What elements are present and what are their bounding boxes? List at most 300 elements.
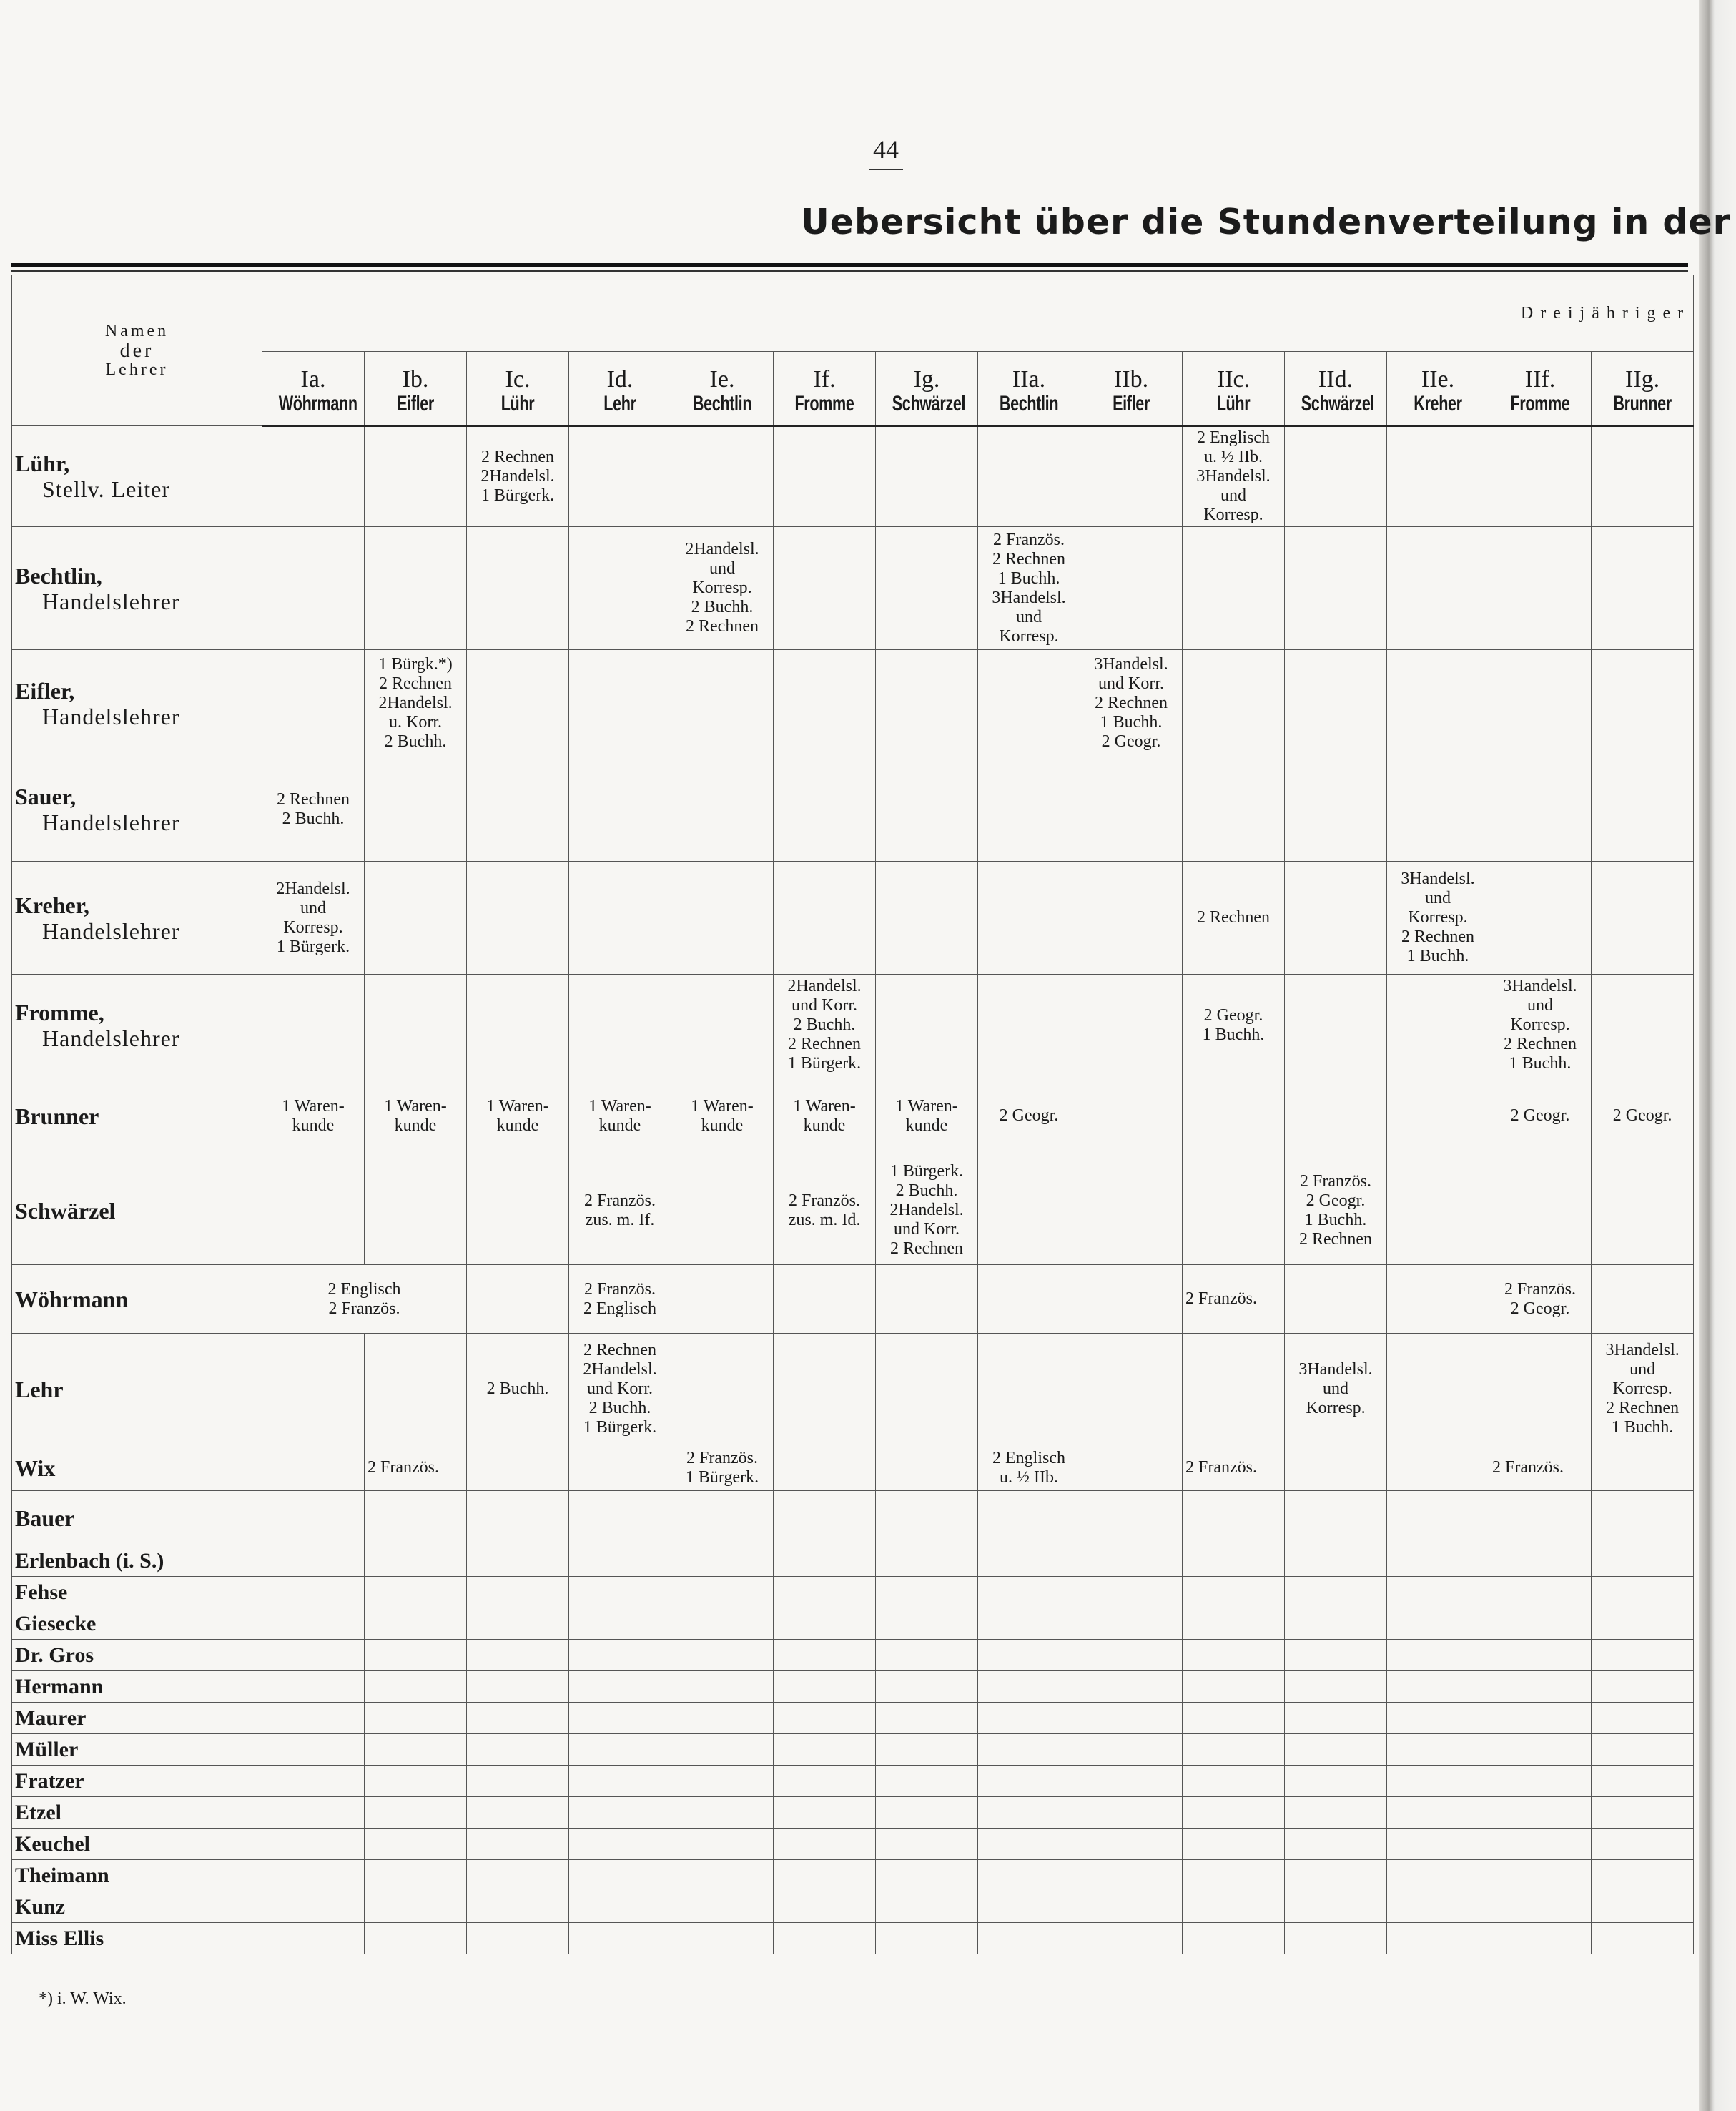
- schedule-cell: [978, 1640, 1080, 1671]
- schedule-cell: [262, 527, 365, 650]
- schedule-cell: 2 Geogr.: [978, 1076, 1080, 1156]
- names-header: Namen der Lehrer: [12, 275, 262, 426]
- schedule-cell: [671, 1640, 774, 1671]
- schedule-cell: [1592, 1923, 1694, 1954]
- teacher-row: [12, 862, 1694, 975]
- schedule-cell: [1489, 1797, 1592, 1829]
- schedule-cell: [1592, 975, 1694, 1076]
- schedule-cell: [1592, 1891, 1694, 1923]
- schedule-cell: [1080, 1265, 1183, 1334]
- schedule-cell: 2 Rechnen: [1183, 862, 1285, 975]
- schedule-cell: [1080, 1671, 1183, 1703]
- schedule-cell: [1080, 1860, 1183, 1891]
- schedule-cell: [671, 1577, 774, 1608]
- schedule-cell: [1183, 1334, 1285, 1445]
- schedule-cell: [774, 650, 876, 757]
- schedule-cell: [569, 1640, 671, 1671]
- schedule-cell: [671, 1703, 774, 1734]
- class-label: IIc.: [1216, 365, 1251, 393]
- class-teacher: Bechtlin: [999, 391, 1059, 415]
- teacher-row: [12, 1797, 1694, 1829]
- schedule-cell: [1285, 1923, 1387, 1954]
- schedule-cell: [1183, 1156, 1285, 1265]
- schedule-cell: [467, 1265, 569, 1334]
- schedule-cell: [978, 1766, 1080, 1797]
- schedule-cell: [774, 1766, 876, 1797]
- schedule-cell: [876, 1334, 978, 1445]
- class-label: Ib.: [402, 365, 429, 393]
- schedule-cell: [671, 757, 774, 862]
- schedule-cell: [365, 1608, 467, 1640]
- schedule-cell: [467, 1891, 569, 1923]
- schedule-cell: [671, 1156, 774, 1265]
- column-header: [1183, 352, 1285, 426]
- teacher-name-cell: [12, 1734, 262, 1766]
- schedule-cell: [467, 1734, 569, 1766]
- schedule-cell: [365, 527, 467, 650]
- schedule-cell: 2 Rechnen 2 Buchh.: [262, 757, 365, 862]
- schedule-cell: [1387, 1445, 1489, 1491]
- schedule-cell: [365, 1703, 467, 1734]
- schedule-cell: [671, 1766, 774, 1797]
- schedule-cell: 2 Rechnen 2Handelsl. und Korr. 2 Buchh. 1 Bürgerk.: [569, 1334, 671, 1445]
- teacher-name-cell: [12, 1703, 262, 1734]
- schedule-cell: [1285, 1671, 1387, 1703]
- schedule-cell: [262, 1640, 365, 1671]
- column-header: [262, 352, 365, 426]
- schedule-cell: [1387, 1671, 1489, 1703]
- schedule-cell: [365, 1891, 467, 1923]
- schedule-cell: [1080, 1703, 1183, 1734]
- schedule-cell: 2 Französ.: [1183, 1265, 1285, 1334]
- schedule-cell: [569, 1671, 671, 1703]
- column-header: [876, 352, 978, 426]
- schedule-cell: [671, 1491, 774, 1545]
- schedule-cell: [467, 975, 569, 1076]
- schedule-cell: [365, 1797, 467, 1829]
- schedule-cell: [774, 1545, 876, 1577]
- schedule-cell: [569, 426, 671, 527]
- teacher-role: Handelslehrer: [42, 917, 180, 944]
- schedule-cell: [671, 650, 774, 757]
- teacher-name-cell: [12, 527, 262, 650]
- schedule-cell: [1080, 1577, 1183, 1608]
- schedule-cell: [876, 527, 978, 650]
- class-label: Ia.: [300, 365, 326, 393]
- schedule-cell: [774, 1608, 876, 1640]
- schedule-cell: [1285, 1766, 1387, 1797]
- teacher-name: Bechtlin,: [15, 562, 102, 589]
- teacher-name-cell: [12, 1640, 262, 1671]
- class-label: IId.: [1318, 365, 1353, 393]
- schedule-cell: [774, 1445, 876, 1491]
- class-label: Id.: [606, 365, 633, 393]
- schedule-cell: [365, 1766, 467, 1797]
- schedule-cell: [1387, 1608, 1489, 1640]
- schedule-cell: [671, 1608, 774, 1640]
- schedule-cell: [876, 650, 978, 757]
- teacher-row: [12, 1640, 1694, 1671]
- page-number: 44: [869, 134, 903, 170]
- class-teacher: Lühr: [500, 391, 535, 415]
- schedule-cell: 2 Buchh.: [467, 1334, 569, 1445]
- schedule-cell: [1387, 1923, 1489, 1954]
- teacher-row: [12, 1545, 1694, 1577]
- teacher-name-cell: [12, 1860, 262, 1891]
- schedule-cell: [876, 1265, 978, 1334]
- schedule-cell: [978, 1923, 1080, 1954]
- schedule-cell: [1183, 650, 1285, 757]
- schedule-cell: [365, 1156, 467, 1265]
- schedule-cell: [1387, 1640, 1489, 1671]
- teacher-role: Handelslehrer: [42, 1025, 180, 1051]
- schedule-cell: [262, 975, 365, 1076]
- schedule-cell: 1 Bürgk.*) 2 Rechnen 2Handelsl. u. Korr. 2 Buchh.: [365, 650, 467, 757]
- schedule-cell: [1285, 1797, 1387, 1829]
- schedule-cell: [1489, 862, 1592, 975]
- schedule-cell: [1183, 1829, 1285, 1860]
- schedule-cell: [1285, 757, 1387, 862]
- schedule-cell: [1080, 1491, 1183, 1545]
- schedule-cell: [262, 1703, 365, 1734]
- schedule-cell: [1183, 1797, 1285, 1829]
- teacher-name: Giesecke: [15, 1611, 97, 1635]
- schedule-cell: [1285, 1640, 1387, 1671]
- schedule-cell: [262, 1445, 365, 1491]
- schedule-cell: [1489, 1491, 1592, 1545]
- teacher-name: Fratzer: [15, 1768, 84, 1793]
- schedule-cell: [262, 1829, 365, 1860]
- schedule-cell: [569, 1734, 671, 1766]
- teacher-name-cell: [12, 1829, 262, 1860]
- schedule-cell: [1387, 1577, 1489, 1608]
- schedule-cell: [1285, 1491, 1387, 1545]
- schedule-cell: [774, 1334, 876, 1445]
- schedule-cell: [1387, 426, 1489, 527]
- schedule-cell: [1285, 1545, 1387, 1577]
- schedule-cell: [978, 1491, 1080, 1545]
- schedule-cell: [569, 1923, 671, 1954]
- teacher-name: Lühr,: [15, 451, 70, 476]
- schedule-cell: [1285, 1076, 1387, 1156]
- schedule-cell: [1387, 1334, 1489, 1445]
- schedule-cell: [1592, 1671, 1694, 1703]
- schedule-cell: [262, 1671, 365, 1703]
- schedule-cell: 1 Bürgerk. 2 Buchh. 2Handelsl. und Korr. 2 Rechnen: [876, 1156, 978, 1265]
- schedule-cell: [978, 1334, 1080, 1445]
- schedule-cell: [1285, 862, 1387, 975]
- schedule-cell: [1183, 1577, 1285, 1608]
- schedule-cell: [1080, 527, 1183, 650]
- schedule-cell: [1592, 1156, 1694, 1265]
- schedule-cell: [876, 1703, 978, 1734]
- class-label: Ie.: [709, 365, 735, 393]
- footnote: *) i. W. Wix.: [39, 1989, 127, 2008]
- schedule-cell: [262, 1334, 365, 1445]
- teacher-row: [12, 1076, 1694, 1156]
- teacher-name-cell: [12, 1265, 262, 1334]
- schedule-cell: 2Handelsl. und Korr. 2 Buchh. 2 Rechnen 1 Bürgerk.: [774, 975, 876, 1076]
- schedule-cell: [1387, 650, 1489, 757]
- schedule-cell: [774, 757, 876, 862]
- schedule-cell: 1 Waren- kunde: [671, 1076, 774, 1156]
- schedule-cell: [262, 426, 365, 527]
- schedule-cell: [1080, 1076, 1183, 1156]
- schedule-cell: [365, 1491, 467, 1545]
- schedule-cell: [876, 975, 978, 1076]
- schedule-cell: [671, 1671, 774, 1703]
- schedule-cell: [569, 1797, 671, 1829]
- teacher-name-cell: [12, 757, 262, 862]
- schedule-cell: [467, 1923, 569, 1954]
- schedule-cell: [1489, 527, 1592, 650]
- schedule-cell: [671, 975, 774, 1076]
- schedule-cell: [1183, 1491, 1285, 1545]
- schedule-cell-span: 2 Englisch 2 Französ.: [262, 1265, 467, 1334]
- schedule-cell: [1489, 1860, 1592, 1891]
- schedule-cell: [1489, 426, 1592, 527]
- schedule-cell: [365, 1734, 467, 1766]
- schedule-cell: 2 Französ. 2 Geogr. 1 Buchh. 2 Rechnen: [1285, 1156, 1387, 1265]
- schedule-cell: [978, 862, 1080, 975]
- teacher-row: [12, 1766, 1694, 1797]
- schedule-cell: [774, 426, 876, 527]
- teacher-name: Dr. Gros: [15, 1643, 94, 1667]
- teacher-name-cell: [12, 1076, 262, 1156]
- teacher-name: Schwärzel: [15, 1197, 116, 1224]
- schedule-cell: [467, 1766, 569, 1797]
- schedule-cell: 3Handelsl. und Korresp. 2 Rechnen 1 Buchh.: [1387, 862, 1489, 975]
- schedule-cell: [467, 527, 569, 650]
- schedule-cell: [569, 1829, 671, 1860]
- schedule-cell: [1489, 1156, 1592, 1265]
- schedule-cell: [262, 1734, 365, 1766]
- teacher-row: [12, 1608, 1694, 1640]
- class-teacher: Fromme: [1510, 391, 1570, 415]
- schedule-cell: 2 Französ.: [1489, 1445, 1592, 1491]
- schedule-cell: [467, 862, 569, 975]
- schedule-cell: [774, 1671, 876, 1703]
- schedule-cell: [467, 1608, 569, 1640]
- schedule-cell: [978, 1577, 1080, 1608]
- teacher-name: Bauer: [15, 1505, 75, 1531]
- schedule-cell: 2 Französ.: [365, 1445, 467, 1491]
- teacher-name: Wix: [15, 1455, 56, 1481]
- column-header: [1592, 352, 1694, 426]
- schedule-cell: [978, 1734, 1080, 1766]
- schedule-cell: [1592, 1608, 1694, 1640]
- class-label: IIf.: [1524, 365, 1556, 393]
- schedule-cell: [876, 1608, 978, 1640]
- schedule-cell: 2Handelsl. und Korresp. 1 Bürgerk.: [262, 862, 365, 975]
- teacher-name: Kreher,: [15, 892, 89, 918]
- schedule-cell: [1387, 1734, 1489, 1766]
- schedule-cell: 1 Waren- kunde: [569, 1076, 671, 1156]
- teacher-name-cell: [12, 650, 262, 757]
- schedule-cell: [365, 975, 467, 1076]
- schedule-cell: [1285, 1891, 1387, 1923]
- schedule-cell: [876, 1923, 978, 1954]
- teacher-name-cell: [12, 862, 262, 975]
- schedule-cell: [1387, 1703, 1489, 1734]
- schedule-cell: [1285, 1577, 1387, 1608]
- schedule-cell: [671, 1891, 774, 1923]
- schedule-cell: [569, 1491, 671, 1545]
- schedule-cell: [978, 1860, 1080, 1891]
- schedule-cell: [467, 1640, 569, 1671]
- teacher-row: [12, 650, 1694, 757]
- schedule-cell: [467, 1545, 569, 1577]
- teacher-row: [12, 757, 1694, 862]
- schedule-cell: [1080, 1445, 1183, 1491]
- schedule-cell: [774, 1797, 876, 1829]
- schedule-cell: [1489, 1577, 1592, 1608]
- teacher-role: Stellv. Leiter: [42, 476, 170, 502]
- schedule-cell: [569, 527, 671, 650]
- teacher-name-cell: [12, 1445, 262, 1491]
- schedule-cell: [1080, 1734, 1183, 1766]
- schedule-cell: [1080, 757, 1183, 862]
- class-label: IIe.: [1421, 365, 1455, 393]
- schedule-cell: [467, 1491, 569, 1545]
- schedule-cell: [569, 757, 671, 862]
- schedule-cell: 1 Waren- kunde: [876, 1076, 978, 1156]
- schedule-cell: [1489, 757, 1592, 862]
- schedule-cell: [1080, 975, 1183, 1076]
- teacher-row: [12, 1265, 1694, 1334]
- schedule-cell: 1 Waren- kunde: [365, 1076, 467, 1156]
- teacher-role: Handelslehrer: [42, 703, 180, 729]
- schedule-cell: [1080, 1334, 1183, 1445]
- schedule-cell: [1080, 862, 1183, 975]
- schedule-cell: [569, 650, 671, 757]
- schedule-cell: [774, 1891, 876, 1923]
- teacher-role: Handelslehrer: [42, 809, 180, 835]
- schedule-cell: [671, 1334, 774, 1445]
- schedule-cell: [1489, 1734, 1592, 1766]
- schedule-cell: [876, 1797, 978, 1829]
- schedule-cell: [876, 1577, 978, 1608]
- class-teacher: Wöhrmann: [278, 391, 357, 415]
- schedule-cell: [876, 1545, 978, 1577]
- schedule-cell: [467, 1797, 569, 1829]
- schedule-cell: [1183, 1860, 1285, 1891]
- schedule-cell: [774, 1703, 876, 1734]
- schedule-cell: [876, 862, 978, 975]
- schedule-cell: [569, 1608, 671, 1640]
- column-header: [569, 352, 671, 426]
- schedule-cell: [1592, 426, 1694, 527]
- schedule-cell: [671, 426, 774, 527]
- schedule-cell: [978, 1891, 1080, 1923]
- teacher-name: Fehse: [15, 1580, 68, 1604]
- schedule-cell: [365, 426, 467, 527]
- schedule-cell: [365, 1829, 467, 1860]
- column-header: [365, 352, 467, 426]
- schedule-cell: [1080, 1545, 1183, 1577]
- schedule-cell: [1080, 426, 1183, 527]
- schedule-cell: [1387, 1265, 1489, 1334]
- schedule-cell: [978, 1797, 1080, 1829]
- schedule-cell: [1285, 1829, 1387, 1860]
- schedule-cell: [1489, 1334, 1592, 1445]
- schedule-cell: 2 Geogr.: [1592, 1076, 1694, 1156]
- schedule-cell: [569, 1766, 671, 1797]
- teacher-name-cell: [12, 1797, 262, 1829]
- schedule-cell: [1592, 1860, 1694, 1891]
- column-header: [1080, 352, 1183, 426]
- class-label: IIb.: [1113, 365, 1149, 393]
- schedule-cell: [876, 1671, 978, 1703]
- schedule-cell: [365, 1545, 467, 1577]
- schedule-cell: [1592, 1640, 1694, 1671]
- column-header: [1387, 352, 1489, 426]
- schedule-cell: [978, 1829, 1080, 1860]
- schedule-cell: [262, 1156, 365, 1265]
- schedule-cell: [1592, 1797, 1694, 1829]
- schedule-cell: 1 Waren- kunde: [262, 1076, 365, 1156]
- schedule-cell: 3Handelsl. und Korresp. 2 Rechnen 1 Buchh.: [1489, 975, 1592, 1076]
- schedule-cell: [1387, 1860, 1489, 1891]
- teacher-name: Müller: [15, 1737, 79, 1761]
- teacher-name: Hermann: [15, 1674, 104, 1698]
- page-title: Uebersicht über die Stundenverteilung in der: [801, 202, 1731, 242]
- schedule-cell: [978, 1545, 1080, 1577]
- schedule-cell: [774, 862, 876, 975]
- schedule-cell: [1592, 757, 1694, 862]
- schedule-cell: [978, 757, 1080, 862]
- schedule-cell: [1285, 1734, 1387, 1766]
- schedule-cell: [1285, 1265, 1387, 1334]
- schedule-cell: [262, 1545, 365, 1577]
- schedule-cell: 3Handelsl. und Korresp.: [1285, 1334, 1387, 1445]
- schedule-cell: [1183, 1766, 1285, 1797]
- schedule-cell: [1387, 1156, 1489, 1265]
- column-header: [671, 352, 774, 426]
- schedule-cell: 3Handelsl. und Korresp. 2 Rechnen 1 Buchh.: [1592, 1334, 1694, 1445]
- schedule-cell: [1489, 1545, 1592, 1577]
- schedule-cell: [1489, 1891, 1592, 1923]
- schedule-cell: 2Handelsl. und Korresp. 2 Buchh. 2 Rechnen: [671, 527, 774, 650]
- schedule-cell: [978, 426, 1080, 527]
- teacher-name: Maurer: [15, 1706, 87, 1730]
- schedule-cell: [978, 975, 1080, 1076]
- schedule-cell: [262, 1577, 365, 1608]
- schedule-cell: [1489, 1608, 1592, 1640]
- schedule-cell: [1592, 1829, 1694, 1860]
- schedule-cell: [1592, 1491, 1694, 1545]
- schedule-cell: [774, 527, 876, 650]
- class-teacher: Schwärzel: [892, 391, 966, 415]
- schedule-cell: [774, 1577, 876, 1608]
- column-header: [1285, 352, 1387, 426]
- schedule-cell: [1387, 1491, 1489, 1545]
- schedule-cell: 2 Französ. zus. m. If.: [569, 1156, 671, 1265]
- column-header: [978, 352, 1080, 426]
- schedule-cell: [978, 1156, 1080, 1265]
- schedule-cell: [1592, 1734, 1694, 1766]
- schedule-cell: [1080, 1829, 1183, 1860]
- class-teacher: Bechtlin: [692, 391, 752, 415]
- column-header: [1489, 352, 1592, 426]
- schedule-cell: [1489, 1923, 1592, 1954]
- class-teacher: Lehr: [603, 391, 636, 415]
- schedule-cell: 2 Geogr. 1 Buchh.: [1183, 975, 1285, 1076]
- schedule-cell: [1489, 1640, 1592, 1671]
- schedule-cell: [1489, 1829, 1592, 1860]
- schedule-table: [11, 275, 1694, 1954]
- teacher-row: [12, 1671, 1694, 1703]
